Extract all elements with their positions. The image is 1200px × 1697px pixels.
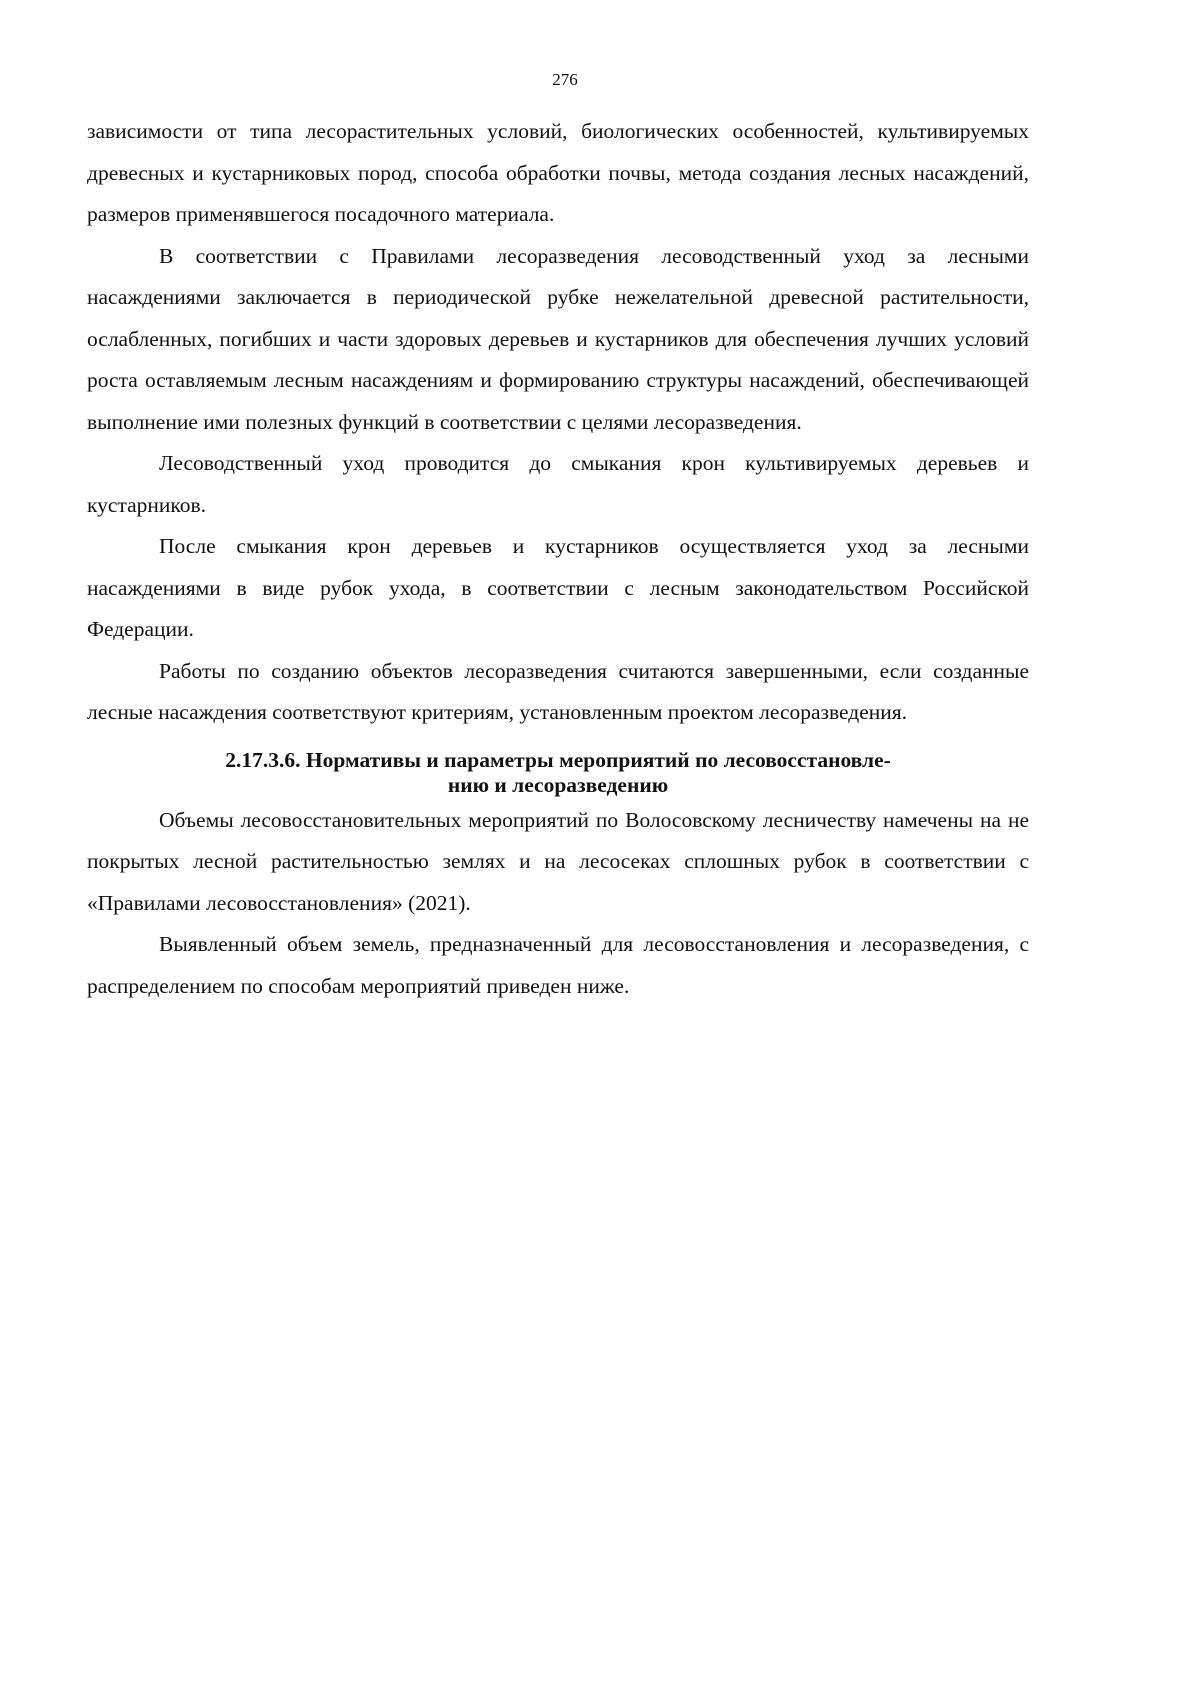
page-content — [87, 111, 1029, 1007]
paragraph-after-crown-closure: После смыкания крон деревьев и кустарников осуществляется уход за лесными насаждениями в виде рубок ухода, в соответствии с лесным законодательством Российской Федерации. — [87, 534, 1029, 641]
page-number: 276 — [552, 70, 578, 89]
paragraph-forest-care-rules: В соответствии с Правилами лесоразведения лесоводственный уход за лесными насаждениями заключается в периодической рубке нежелательной древесной растительности, ослабленных, погибших и части здоровых деревьев и кустарников для обеспечения лучших условий роста оставляемым лесным насаждениям и формированию структуры насаждений, обеспечивающей выполнение ими полезных функций в соответствии с целями лесоразведения. — [87, 243, 1029, 434]
section-heading-line-1: 2.17.3.6. Нормативы и параметры мероприятий по лесовосстановле- — [225, 747, 891, 772]
paragraph-land-volume-distribution: Выявленный объем земель, предназначенный для лесовосстановления и лесоразведения, с распределением по способам мероприятий приведен ниже. — [87, 932, 1029, 998]
paragraph-care-until-crown-closure: Лесоводственный уход проводится до смыкания крон культивируемых деревьев и кустарников. — [87, 451, 1029, 517]
paragraph-reforestation-volumes: Объемы лесовосстановительных мероприятий по Волосовскому лесничеству намечены на не покрытых лесной растительностью землях и на лесосеках сплошных рубок в соответствии с «Правилами лесовосстановления» (2021). — [87, 807, 1029, 915]
section-heading-line-2: нию и лесоразведению — [447, 772, 669, 797]
section-heading — [87, 748, 1029, 798]
paragraph-continuation: зависимости от типа лесорастительных условий, биологических особенностей, культивируемых древесных и кустарниковых пород, способа обработки почвы, метода создания лесных насаждений, размеров применявшегося посадочного материала. — [87, 119, 1029, 226]
paragraph-works-completed: Работы по созданию объектов лесоразведения считаются завершенными, если созданные лесные насаждения соответствуют критериям, установленным проектом лесоразведения. — [87, 658, 1029, 724]
